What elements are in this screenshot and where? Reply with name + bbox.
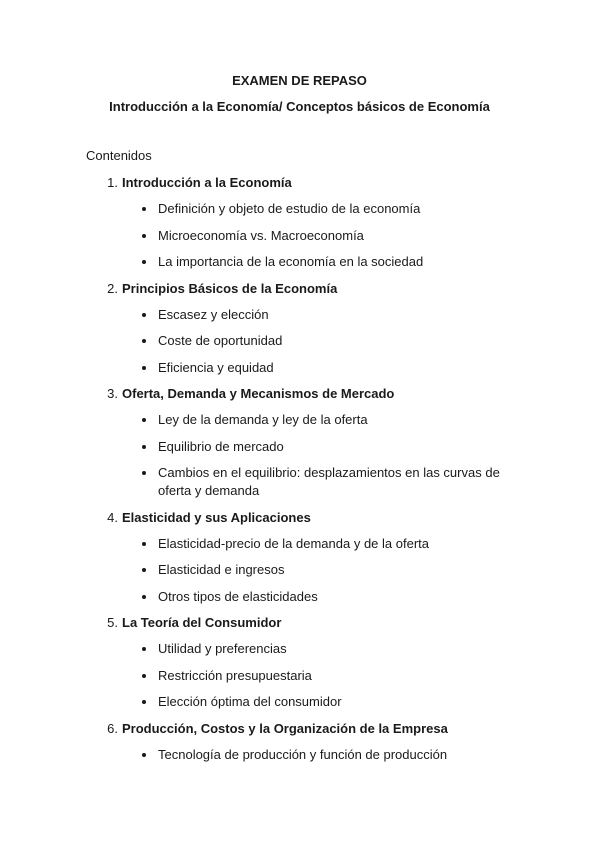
list-item-text: Utilidad y preferencias [158, 641, 287, 656]
toc-section [0, 720, 599, 764]
list-item-text: Elasticidad e ingresos [158, 562, 285, 577]
section-number: 2. [107, 280, 118, 296]
bullet-icon [142, 366, 146, 370]
bullet-icon [142, 542, 146, 546]
list-item-text: Otros tipos de elasticidades [158, 588, 318, 604]
list-item-text: Microeconomía vs. Macroeconomía [158, 227, 364, 243]
list-item [0, 359, 599, 377]
section-heading [0, 509, 599, 527]
section-number: 1. [107, 175, 118, 190]
section-number: 4. [107, 509, 118, 525]
section-items [0, 535, 599, 606]
list-item [0, 535, 599, 553]
page-subtitle: Introducción a la Economía/ Conceptos básicos de Economía [109, 99, 490, 114]
list-item [0, 200, 599, 218]
list-item [0, 253, 599, 271]
toc-section [0, 509, 599, 606]
bullet-icon [142, 700, 146, 704]
list-item [0, 332, 599, 350]
toc-section [0, 174, 599, 271]
section-number: 3. [107, 386, 118, 401]
section-heading [0, 720, 599, 738]
bullet-icon [142, 568, 146, 572]
section-title: Principios Básicos de la Economía [122, 280, 338, 296]
list-item-text: Ley de la demanda y ley de la oferta [158, 412, 368, 427]
list-item-text: Definición y objeto de estudio de la economía [158, 201, 421, 216]
toc-section [0, 385, 599, 500]
section-items [0, 411, 599, 500]
bullet-icon [142, 339, 146, 343]
list-item [0, 227, 599, 245]
bullet-icon [142, 207, 146, 211]
contents-label: Contenidos [86, 148, 152, 163]
section-items [0, 306, 599, 377]
bullet-icon [142, 313, 146, 317]
bullet-icon [142, 595, 146, 599]
section-title: Elasticidad y sus Aplicaciones [122, 509, 311, 525]
section-title: Oferta, Demanda y Mecanismos de Mercado [122, 386, 395, 401]
list-item [0, 693, 599, 711]
list-item-text: Eficiencia y equidad [158, 359, 274, 375]
list-item [0, 746, 599, 764]
list-item [0, 411, 599, 429]
list-item [0, 438, 599, 456]
page-title: EXAMEN DE REPASO [232, 73, 367, 88]
section-heading [0, 280, 599, 298]
toc-section [0, 614, 599, 711]
list-item-text: Escasez y elección [158, 306, 269, 322]
toc-section [0, 280, 599, 377]
list-item-text: Cambios en el equilibrio: desplazamientos en las curvas de oferta y demanda [158, 465, 500, 498]
list-item [0, 464, 599, 500]
bullet-icon [142, 234, 146, 238]
section-heading [0, 385, 599, 403]
bullet-icon [142, 674, 146, 678]
bullet-icon [142, 471, 146, 475]
section-number: 5. [107, 615, 118, 630]
bullet-icon [142, 418, 146, 422]
list-item-text: La importancia de la economía en la sociedad [158, 254, 424, 269]
table-of-contents [0, 174, 599, 772]
section-title: Producción, Costos y la Organización de la Empresa [122, 720, 448, 736]
list-item-text: Tecnología de producción y función de producción [158, 746, 448, 762]
list-item [0, 306, 599, 324]
section-items [0, 640, 599, 711]
section-title: Introducción a la Economía [122, 175, 292, 190]
list-item-text: Restricción presupuestaria [158, 667, 312, 683]
list-item [0, 561, 599, 579]
list-item-text: Equilibrio de mercado [158, 438, 284, 454]
list-item-text: Elasticidad-precio de la demanda y de la oferta [158, 535, 429, 551]
bullet-icon [142, 445, 146, 449]
list-item [0, 667, 599, 685]
section-heading [0, 614, 599, 632]
section-title: La Teoría del Consumidor [122, 615, 282, 630]
list-item [0, 588, 599, 606]
section-heading [0, 174, 599, 192]
list-item-text: Coste de oportunidad [158, 333, 283, 348]
section-items [0, 746, 599, 764]
list-item [0, 640, 599, 658]
section-items [0, 200, 599, 271]
bullet-icon [142, 753, 146, 757]
bullet-icon [142, 647, 146, 651]
bullet-icon [142, 260, 146, 264]
section-number: 6. [107, 720, 118, 736]
list-item-text: Elección óptima del consumidor [158, 694, 342, 709]
